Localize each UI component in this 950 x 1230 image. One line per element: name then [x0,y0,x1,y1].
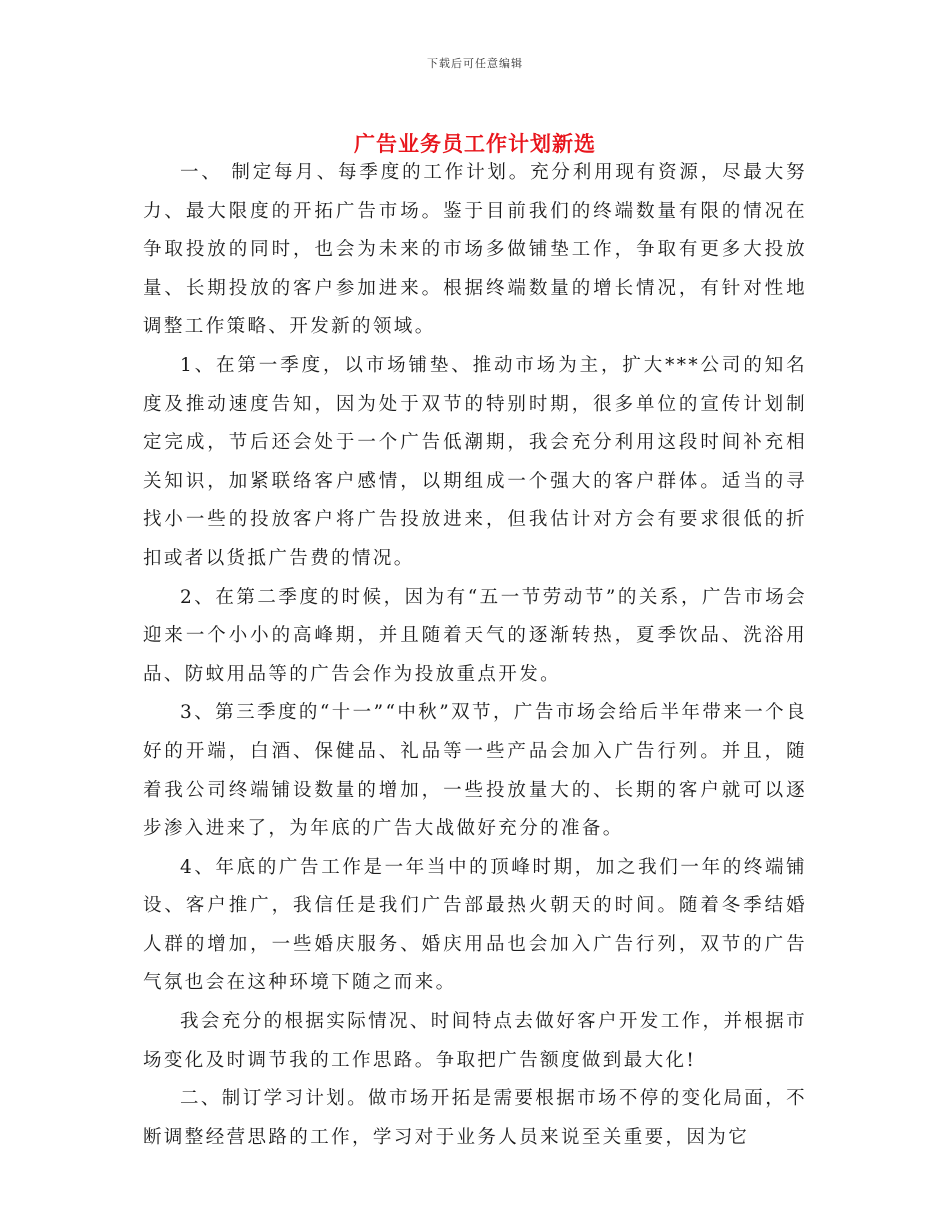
paragraph-q4: 4、年底的广告工作是一年当中的顶峰时期，加之我们一年的终端铺设、客户推广，我信任是我们广告部最热火朝天的时间。随着冬季结婚人群的增加，一些婚庆服务、婚庆用品也会加入广告行列，双节的广告气氛也会在这种环境下随之而来。 [143,856,807,994]
paragraph-q1: 1、在第一季度，以市场铺垫、推动市场为主，扩大***公司的知名度及推动速度告知，因为处于双节的特别时期，很多单位的宣传计划制定完成，节后还会处于一个广告低潮期，我会充分利用这段时间补充相关知识，加紧联络客户感情，以期组成一个强大的客户群体。适当的寻找小一些的投放客户将广告投放进来，但我估计对方会有要求很低的折扣或者以货抵广告费的情况。 [143,354,807,569]
paragraph-intro: 一、 制定每月、每季度的工作计划。充分利用现有资源，尽最大努力、最大限度的开拓广告市场。鉴于目前我们的终端数量有限的情况在争取投放的同时，也会为未来的市场多做铺垫工作，争取有更多大投放量、长期投放的客户参加进来。根据终端数量的增长情况，有针对性地调整工作策略、开发新的领域。 [143,162,807,338]
paragraph-q2: 2、在第二季度的时候，因为有“五一节劳动节”的关系，广告市场会迎来一个小小的高峰期，并且随着天气的逐渐转热，夏季饮品、洗浴用品、防蚊用品等的广告会作为投放重点开发。 [143,586,807,685]
paragraph-q3: 3、第三季度的“十一”“中秋”双节，广告市场会给后半年带来一个良好的开端，白酒、保健品、礼品等一些产品会加入广告行列。并且，随着我公司终端铺设数量的增加，一些投放量大的、长期的客户就可以逐步渗入进来了，为年底的广告大战做好充分的准备。 [143,702,807,840]
paragraph-study-plan: 二、制订学习计划。做市场开拓是需要根据市场不停的变化局面，不断调整经营思路的工作，学习对于业务人员来说至关重要，因为它 [143,1088,808,1148]
header-note: 下载后可任意编辑 [427,57,523,70]
document-body [143,154,807,1157]
paragraph-summary: 我会充分的根据实际情况、时间特点去做好客户开发工作，并根据市场变化及时调节我的工作思路。争取把广告额度做到最大化! [143,1011,808,1071]
document-title: 广告业务员工作计划新选 [354,132,596,157]
